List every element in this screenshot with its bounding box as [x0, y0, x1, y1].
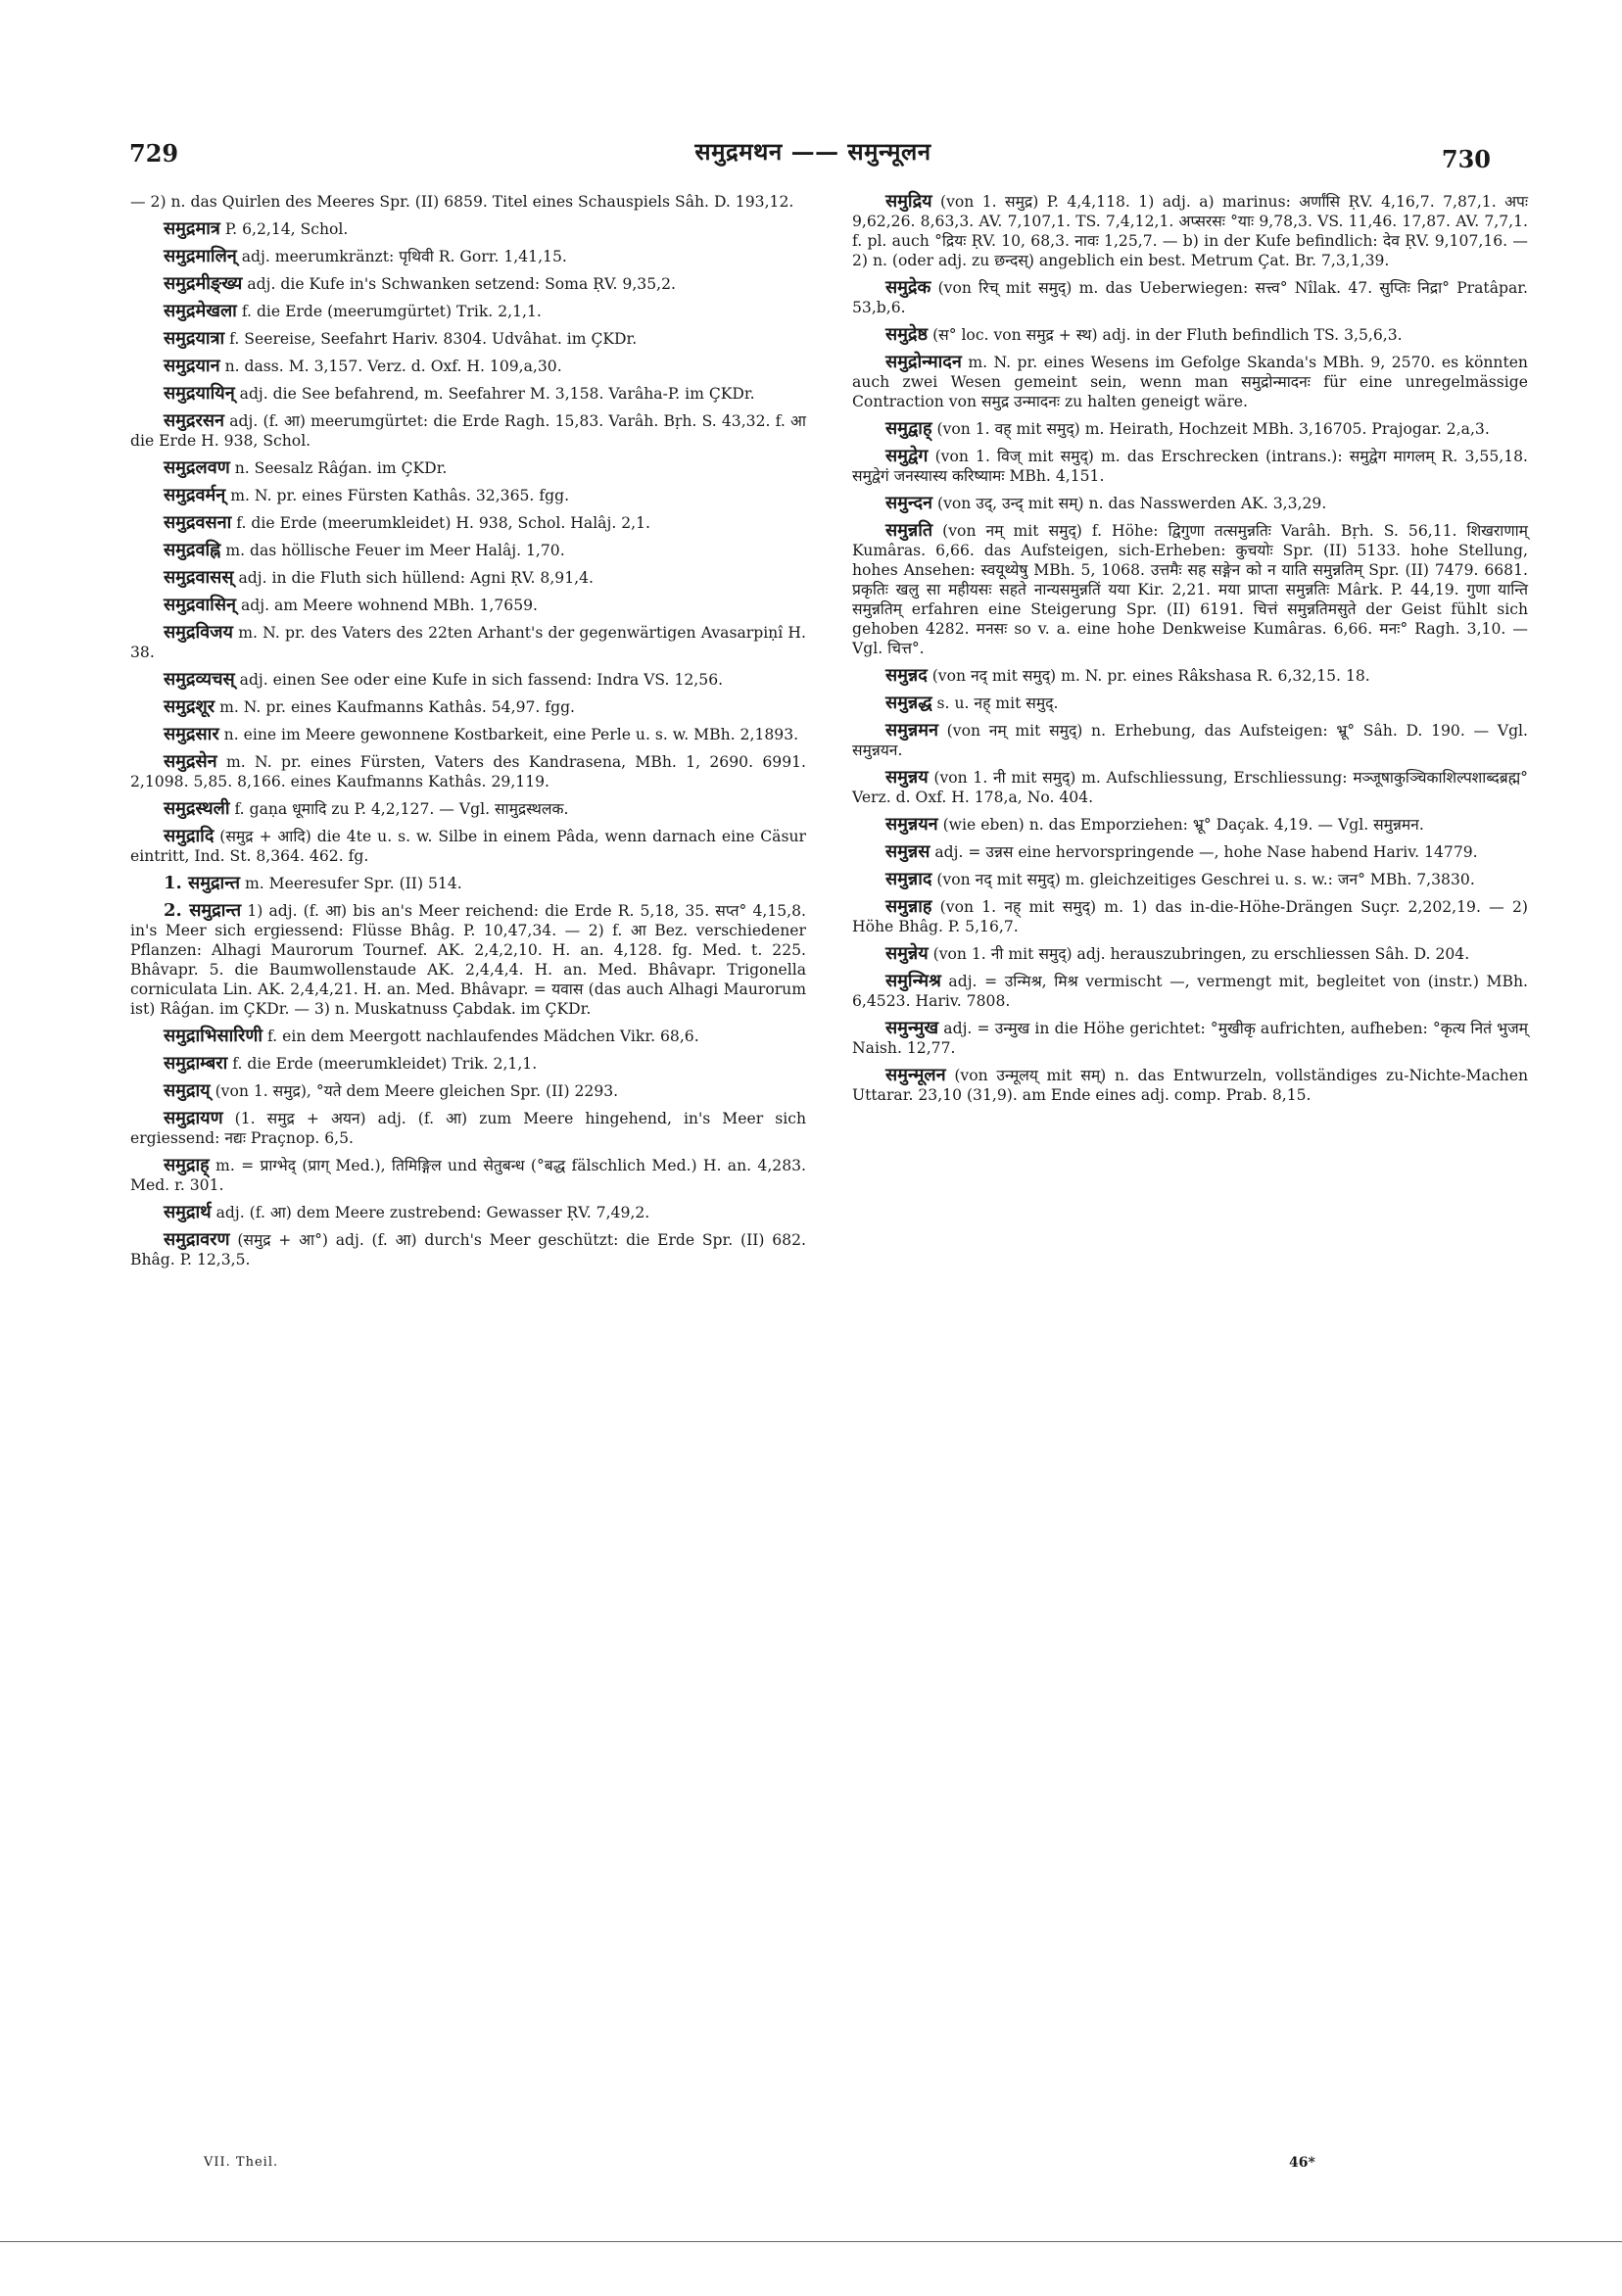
dictionary-entry	[130, 568, 806, 588]
entry-definition: f. Seereise, Seefahrt Hariv. 8304. Udvâhat. im ÇKDr.	[229, 330, 638, 348]
entry-headword: समुद्रेष्ठ	[885, 324, 929, 345]
entry-headword: 2. समुद्रान्त	[164, 900, 242, 921]
entry-definition: m. N. pr. eines Fürsten, Vaters des Kandrasena, MBh. 1, 2690. 6991. 2,1098. 5,85. 8,166. eines Kaufmanns Kathâs. 29,119.	[130, 753, 806, 790]
dictionary-entry	[130, 219, 806, 239]
dictionary-entry	[130, 1054, 806, 1074]
entry-headword: समुन्दन	[885, 493, 933, 513]
dictionary-entry	[852, 521, 1528, 658]
dictionary-entry	[130, 1109, 806, 1148]
dictionary-entry	[852, 972, 1528, 1011]
entry-headword: समुद्रवर्मन्	[164, 485, 226, 505]
entry-headword: समुद्रावरण	[164, 1229, 230, 1250]
right-column	[852, 192, 1528, 1113]
entry-headword: समुद्रशूर	[164, 696, 215, 717]
entry-headword: समुद्रव्यचस्	[164, 669, 235, 690]
dictionary-entry	[130, 827, 806, 866]
dictionary-entry	[130, 247, 806, 266]
entry-definition: (von नम् mit समुद्) n. Erhebung, das Aufsteigen: भ्रू° Sâh. D. 190. — Vgl. समुन्नयन.	[852, 722, 1528, 759]
entry-headword: समुन्मिश्र	[885, 971, 941, 991]
dictionary-entry	[852, 278, 1528, 317]
dictionary-entry	[130, 1081, 806, 1101]
dictionary-entry	[130, 302, 806, 321]
entry-definition: m. das höllische Feuer im Meer Halâj. 1,70.	[225, 542, 565, 559]
dictionary-entry	[130, 411, 806, 451]
dictionary-entry	[130, 697, 806, 717]
entry-headword: समुद्रस्थली	[164, 798, 230, 819]
entry-definition: n. Seesalz Râǵan. im ÇKDr.	[234, 459, 448, 477]
entry-definition: f. die Erde (meerumkleidet) Trik. 2,1,1.	[232, 1055, 538, 1073]
entry-headword: समुद्ररसन	[164, 410, 225, 431]
dictionary-entry	[130, 1156, 806, 1195]
dictionary-entry	[130, 541, 806, 560]
running-title: समुद्रमथन —— समुन्मूलन	[694, 137, 931, 166]
dictionary-entry	[130, 1027, 806, 1046]
entry-definition: (समुद्र + आ°) adj. (f. आ) durch's Meer geschützt: die Erde Spr. (II) 682. Bhâg. P. 12,3,5.	[130, 1231, 806, 1268]
entry-headword: समुद्वाह्	[885, 418, 932, 439]
dictionary-entry	[130, 1203, 806, 1222]
entry-definition: adj. am Meere wohnend MBh. 1,7659.	[240, 597, 539, 614]
entry-headword: समुद्रविजय	[164, 622, 233, 643]
entry-headword: समुन्नाद	[885, 869, 932, 889]
dictionary-entry	[852, 721, 1528, 760]
dictionary-entry	[852, 666, 1528, 686]
dictionary-entry	[130, 384, 806, 404]
entry-definition: (von नद् mit समुद्) m. gleichzeitiges Geschrei u. s. w.: जन° MBh. 7,3830.	[936, 871, 1475, 888]
entry-headword: समुद्राम्बरा	[164, 1053, 228, 1074]
entry-definition: adj. = उन्मिश्र, मिश्र vermischt —, vermengt mit, begleitet von (instr.) MBh. 6,4523. Hariv. 7808.	[852, 973, 1528, 1010]
dictionary-entry	[130, 752, 806, 791]
dictionary-entry	[130, 274, 806, 294]
entry-definition: (von 1. समुद्र), °यते dem Meere gleichen Spr. (II) 2293.	[215, 1082, 619, 1100]
entry-definition: m. N. pr. eines Wesens im Gefolge Skanda's MBh. 9, 2570. es könnten auch zwei Wesen gemeint sein, wenn man समुद्रोन्मादनः für eine unregelmässige Contraction von समुद्र उन्मादनः zu halten geneigt wäre.	[852, 354, 1528, 410]
dictionary-entry	[852, 494, 1528, 513]
entry-definition: (1. समुद्र + अयन) adj. (f. आ) zum Meere hingehend, in's Meer sich ergiessend: नद्यः Praçnop. 6,5.	[130, 1110, 806, 1147]
dictionary-entry	[130, 874, 806, 893]
dictionary-entry	[130, 596, 806, 615]
dictionary-entry	[852, 447, 1528, 486]
entry-definition: n. eine im Meere gewonnene Kostbarkeit, eine Perle u. s. w. MBh. 2,1893.	[223, 726, 799, 743]
entry-definition: f. gaṇa धूमादि zu P. 4,2,127. — Vgl. सामुद्रस्थलक.	[234, 800, 569, 818]
dictionary-entry	[130, 670, 806, 690]
left-column	[130, 192, 806, 1277]
page-number-left: 729	[129, 139, 179, 167]
dictionary-entry	[130, 192, 806, 212]
entry-definition: m. Meeresufer Spr. (II) 514.	[244, 875, 462, 892]
entry-definition: adj. einen See oder eine Kufe in sich fassend: Indra VS. 12,56.	[239, 671, 724, 689]
entry-headword: समुन्मुख	[885, 1018, 939, 1038]
entry-headword: समुद्रयायिन्	[164, 383, 235, 404]
entry-definition: adj. = उन्मुख in die Höhe gerichtet: °मुखीकृ aufrichten, aufheben: °कृत्य नितं भुजम् Naish. 12,77.	[852, 1020, 1528, 1057]
entry-headword: समुद्रमेखला	[164, 301, 237, 321]
entry-headword: समुद्रयात्रा	[164, 328, 225, 349]
entry-definition: m. N. pr. eines Kaufmanns Kathâs. 54,97. fgg.	[219, 698, 576, 716]
dictionary-entry	[130, 329, 806, 349]
dictionary-entry	[130, 357, 806, 376]
entry-definition: adj. in die Fluth sich hüllend: Agni ṚV. 8,91,4.	[238, 569, 594, 587]
entry-definition: s. u. नह् mit समुद्.	[936, 694, 1059, 712]
entry-definition: (von 1. समुद्र) P. 4,4,118. 1) adj. a) marinus: अर्णांसि ṚV. 4,16,7. 7,87,1. अपः 9,62,26. 8,63,3. AV. 7,107,1. TS. 7,4,12,1. अप्सरसः °याः 9,78,3. VS. 11,46. 17,87. AV. 7,7,1. f. pl. auch °द्रियः ṚV. 10, 68,3. नावः 1,25,7. — b) in der Kufe befindlich: देव ṚV. 9,107,16. — 2) n. (oder adj. zu छन्दस्) angeblich ein best. Metrum Çat. Br. 7,3,1,39.	[852, 193, 1528, 269]
entry-definition: (von रिच् mit समुद्) m. das Ueberwiegen: सत्त्व° Nîlak. 47. सुप्तिः निद्रा° Pratâpar. 53,b,6.	[852, 279, 1528, 316]
entry-definition: (von 1. वह् mit समुद्) m. Heirath, Hochzeit MBh. 3,16705. Prajogar. 2,a,3.	[936, 420, 1490, 438]
entry-definition: m. = प्राग्भेद् (प्राग् Med.), तिमिङ्गिल und सेतुबन्ध (°बद्ध fälschlich Med.) H. an. 4,283. Med. r. 301.	[130, 1157, 806, 1194]
entry-headword: समुन्मूलन	[885, 1065, 946, 1085]
entry-headword: समुद्रवसना	[164, 512, 232, 533]
entry-definition: (von नद् mit समुद्) m. N. pr. eines Râkshasa R. 6,32,15. 18.	[931, 667, 1370, 685]
entry-headword: समुद्वेग	[885, 446, 929, 466]
entry-definition: (समुद्र + आदि) die 4te u. s. w. Silbe in einem Pâda, wenn darnach eine Cäsur eintritt, Ind. St. 8,364. 462. fg.	[130, 828, 806, 865]
entry-definition: (von उन्मूलय् mit सम्) n. das Entwurzeln, vollständiges zu-Nichte-Machen Uttarar. 23,10 (31,9). am Ende eines adj. comp. Prab. 8,15.	[852, 1067, 1528, 1104]
entry-definition: (स° loc. von समुद्र + स्थ) adj. in der Fluth befindlich TS. 3,5,6,3.	[932, 326, 1403, 344]
entry-headword: समुन्नद्ध	[885, 693, 932, 713]
entry-headword: समुन्नद	[885, 665, 928, 686]
dictionary-entry	[852, 870, 1528, 889]
dictionary-entry	[130, 458, 806, 478]
entry-headword: समुन्नेय	[885, 943, 929, 964]
entry-definition: adj. die See befahrend, m. Seefahrer M. 3,158. Varâha-P. im ÇKDr.	[239, 385, 755, 403]
dictionary-entry	[852, 768, 1528, 807]
entry-definition: (von नम् mit समुद्) f. Höhe: द्विगुणा तत्समुन्नतिः Varâh. Bṛh. S. 56,11. शिखराणाम् Kumâras. 6,66. das Aufsteigen, sich-Erheben: कुचयोः Spr. (II) 5133. hohe Stellung, hohes Ansehen: स्वयूथ्येषु MBh. 5, 1068. उत्तमैः सह सङ्गेन को न याति समुन्नतिम् Spr. (II) 7479. 6681. प्रकृतिः खलु सा महीयसः सहते नान्यसमुन्नतिं यया Kir. 2,21. मया प्राप्ता समुन्नतिः Mârk. P. 44,19. गुणा यान्ति समुन्नतिम् erfahren eine Steigerung Spr. (II) 6191. चित्तं समुन्नतिमसुते der Geist fühlt sich gehoben 4282. मनसः so v. a. eine hohe Denkweise Kumâras. 6,66. मनः° Ragh. 3,10. — Vgl. चित्त°.	[852, 522, 1529, 657]
entry-definition: f. die Erde (meerumgürtet) Trik. 2,1,1.	[241, 303, 542, 320]
dictionary-entry	[852, 694, 1528, 713]
entry-headword: समुद्रमात्र	[164, 218, 220, 239]
dictionary-entry	[852, 1019, 1528, 1058]
dictionary-entry	[852, 1066, 1528, 1105]
entry-definition: m. N. pr. des Vaters des 22ten Arhant's der gegenwärtigen Avasarpiṇî H. 38.	[130, 624, 806, 661]
entry-headword: समुद्रादि	[164, 826, 215, 846]
entry-headword: समुद्रिय	[885, 191, 932, 212]
entry-definition: (von 1. नह् mit समुद्) m. 1) das in-die-Höhe-Drängen Suçr. 2,202,19. — 2) Höhe Bhâg. P. 5,16,7.	[852, 898, 1528, 935]
bottom-rule	[0, 2241, 1622, 2242]
dictionary-entry	[130, 513, 806, 533]
entry-definition: adj. = उन्नस eine hervorspringende —, hohe Nase habend Hariv. 14779.	[934, 843, 1478, 861]
entry-headword: समुद्रसार	[164, 724, 219, 744]
entry-definition: m. N. pr. eines Fürsten Kathâs. 32,365. fgg.	[230, 487, 570, 504]
dictionary-entry	[130, 623, 806, 662]
dictionary-entry	[852, 897, 1528, 936]
entry-headword: समुद्रसेन	[164, 751, 217, 772]
dictionary-entry	[852, 944, 1528, 964]
dictionary-entry	[852, 192, 1528, 270]
entry-headword: समुन्नयन	[885, 814, 938, 835]
entry-headword: समुद्रवह्नि	[164, 540, 221, 560]
entry-headword: समुद्रयान	[164, 356, 220, 376]
entry-definition: (wie eben) n. das Emporziehen: भ्रू° Daçak. 4,19. — Vgl. समुन्नमन.	[942, 816, 1424, 834]
entry-headword: समुद्रलवण	[164, 457, 230, 478]
entry-headword: समुद्रार्थ	[164, 1202, 212, 1222]
entry-headword: समुद्रवासिन्	[164, 595, 236, 615]
entry-headword: समुन्नमन	[885, 720, 938, 741]
page-header	[118, 135, 1508, 174]
entry-headword: समुद्रोन्मादन	[885, 352, 962, 372]
entry-definition: n. dass. M. 3,157. Verz. d. Oxf. H. 109,a,30.	[224, 358, 562, 375]
sheet-signature: 46*	[1289, 2155, 1315, 2171]
dictionary-entry	[852, 815, 1528, 835]
dictionary-entry	[130, 486, 806, 505]
entry-definition: (von 1. नी mit समुद्) m. Aufschliessung, Erschliessung: मञ्जूषाकुञ्चिकाशिल्पशाब्दब्रह्म° Verz. d. Oxf. H. 178,a, No. 404.	[852, 769, 1528, 806]
entry-headword: समुन्नति	[885, 520, 933, 541]
entry-headword: समुद्राह्	[164, 1155, 210, 1175]
entry-headword: 1. समुद्रान्त	[164, 873, 241, 893]
entry-headword: समुद्रेक	[885, 277, 931, 298]
entry-headword: समुद्रवासस्	[164, 567, 234, 588]
entry-headword: समुन्नाह	[885, 896, 932, 917]
entry-definition: adj. (f. आ) dem Meere zustrebend: Gewasser ṚV. 7,49,2.	[215, 1204, 650, 1221]
dictionary-entry	[852, 353, 1528, 411]
entry-definition: — 2) n. das Quirlen des Meeres Spr. (II) 6859. Titel eines Schauspiels Sâh. D. 193,12.	[130, 193, 794, 211]
entry-headword: समुन्नय	[885, 767, 929, 788]
dictionary-entry	[852, 842, 1528, 862]
entry-definition: adj. (f. आ) meerumgürtet: die Erde Ragh. 15,83. Varâh. Bṛh. S. 43,32. f. आ die Erde H. 938, Schol.	[130, 412, 806, 450]
entry-definition: (von उद्, उन्द् mit सम्) n. das Nasswerden AK. 3,3,29.	[937, 495, 1327, 512]
entry-headword: समुद्रायण	[164, 1108, 223, 1128]
page-number-right: 730	[1441, 145, 1491, 173]
entry-definition: adj. meerumkränzt: पृथिवी R. Gorr. 1,41,15.	[241, 248, 567, 265]
entry-headword: समुद्रमीङ्ख्य	[164, 273, 243, 294]
dictionary-entry	[852, 325, 1528, 345]
dictionary-entry	[130, 799, 806, 819]
entry-definition: f. die Erde (meerumkleidet) H. 938, Schol. Halâj. 2,1.	[236, 514, 650, 532]
dictionary-entry	[130, 1230, 806, 1269]
entry-headword: समुन्नस	[885, 841, 930, 862]
volume-signature: VII. Theil.	[204, 2155, 279, 2170]
entry-definition: (von 1. विज् mit समुद्) m. das Erschrecken (intrans.): समुद्वेग मागलम् R. 3,55,18. समुद्वेगं जनस्यास्य करिष्यामः MBh. 4,151.	[852, 448, 1528, 485]
entry-definition: adj. die Kufe in's Schwanken setzend: Soma ṚV. 9,35,2.	[247, 275, 676, 293]
dictionary-entry	[130, 901, 806, 1019]
dictionary-entry	[130, 725, 806, 744]
entry-definition: f. ein dem Meergott nachlaufendes Mädchen Vikr. 68,6.	[266, 1028, 699, 1045]
entry-definition: 1) adj. (f. आ) bis an's Meer reichend: die Erde R. 5,18, 35. सप्त° 4,15,8. in's Meer sich ergiessend: Flüsse Bhâg. P. 10,47,34. — 2) f. आ Bez. verschiedener Pflanzen: Alhagi Maurorum Tournef. AK. 2,4,2,10. H. an. 4,128. fg. Med. t. 225. Bhâvapr. 5. die Baumwollenstaude AK. 2,4,4,4. H. an. Med. Bhâvapr. Trigonella corniculata Lin. AK. 2,4,4,21. H. an. Med. Bhâvapr. = यवास (das auch Alhagi Maurorum ist) Râǵan. im ÇKDr. — 3) n. Muskatnuss Çabdak. im ÇKDr.	[130, 902, 807, 1018]
entry-headword: समुद्रमालिन्	[164, 246, 237, 266]
entry-definition: (von 1. नी mit समुद्) adj. herauszubringen, zu erschliessen Sâh. D. 204.	[932, 945, 1470, 963]
dictionary-entry	[852, 419, 1528, 439]
entry-definition: P. 6,2,14, Schol.	[224, 220, 349, 238]
entry-headword: समुद्राभिसारिणी	[164, 1026, 262, 1046]
entry-headword: समुद्राय्	[164, 1080, 211, 1101]
